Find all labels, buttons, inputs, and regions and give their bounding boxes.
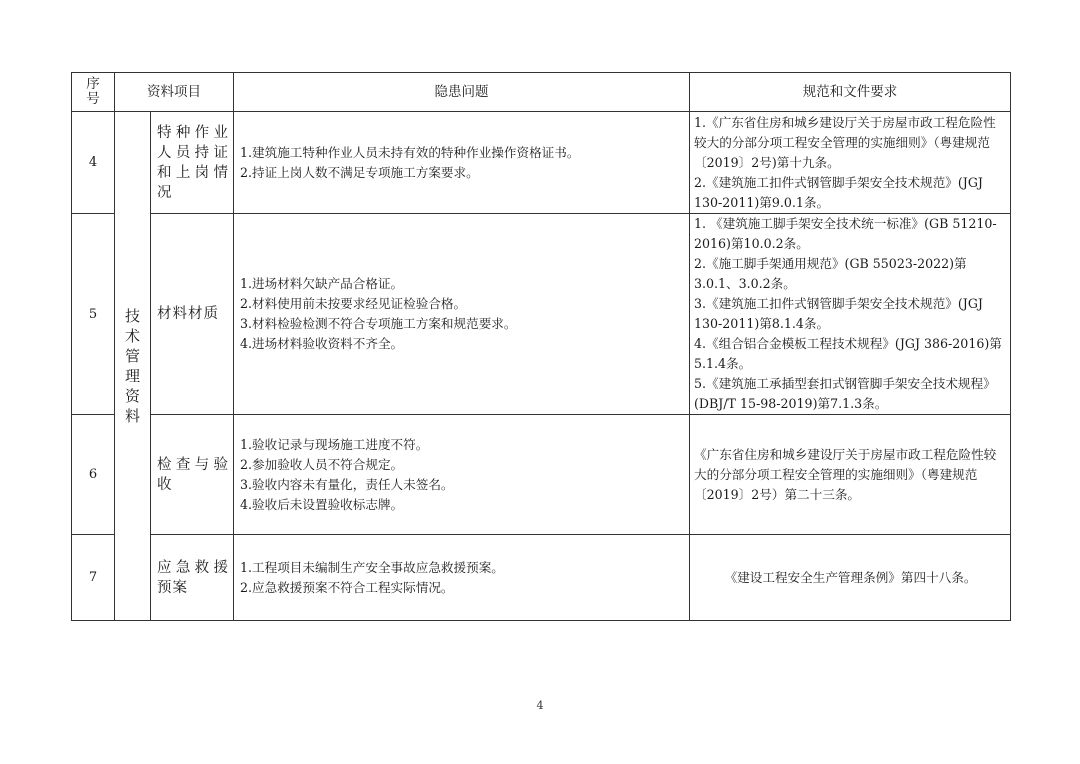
issue-line: 2.材料使用前未按要求经见证检验合格。 <box>240 296 467 311</box>
ref-line: 3.《建筑施工扣件式钢管脚手架安全技术规范》(JGJ 130-2011)第8.1.4条。 <box>694 296 983 331</box>
row-seq: 7 <box>72 535 115 621</box>
table-row <box>72 214 1011 415</box>
header-spec: 规范和文件要求 <box>690 73 1011 112</box>
ref-line: 2.《建筑施工扣件式钢管脚手架安全技术规范》(JGJ 130-2011)第9.0.1条。 <box>694 174 983 210</box>
row-refs <box>690 214 1011 415</box>
issue-line: 3.材料检验检测不符合专项施工方案和规范要求。 <box>240 316 517 331</box>
issue-line: 1.工程项目未编制生产安全事故应急救援预案。 <box>240 559 504 575</box>
ref-line: 《广东省住房和城乡建设厅关于房屋市政工程危险性较大的分部分项工程安全管理的实施细则》（粤建规范〔2019〕2号）第二十三条。 <box>694 446 997 502</box>
row-seq: 4 <box>72 112 115 214</box>
row-issues <box>234 535 690 621</box>
row-issues <box>234 112 690 214</box>
ref-line: 5.《建筑施工承插型套扣式钢管脚手架安全技术规程》(DBJ/T 15-98-2019)第7.1.3条。 <box>694 376 996 411</box>
row-item: 材料材质 <box>151 214 234 415</box>
issue-line: 1.验收记录与现场施工进度不符。 <box>240 436 429 452</box>
issue-line: 2.应急救援预案不符合工程实际情况。 <box>240 579 454 595</box>
issue-line: 1.建筑施工特种作业人员未持有效的特种作业操作资格证书。 <box>240 144 580 160</box>
ref-line: 1. 《建筑施工脚手架安全技术统一标准》(GB 51210-2016)第10.0.2条。 <box>694 216 997 251</box>
ref-line: 1.《广东省住房和城乡建设厅关于房屋市政工程危险性较大的分部分项工程安全管理的实施细则》（粤建规范〔2019〕2号)第十九条。 <box>694 114 996 170</box>
table-row <box>72 112 1011 214</box>
issue-line: 4.验收后未设置验收标志牌。 <box>240 496 404 512</box>
issue-line: 2.持证上岗人数不满足专项施工方案要求。 <box>240 164 479 180</box>
header-issue: 隐患问题 <box>234 73 690 112</box>
table-row <box>72 415 1011 535</box>
hazard-table <box>71 72 1011 621</box>
issue-line: 1.进场材料欠缺产品合格证。 <box>240 276 404 291</box>
issue-line: 4.进场材料验收资料不齐全。 <box>240 336 404 351</box>
row-refs <box>690 415 1011 535</box>
ref-line: 4.《组合铝合金模板工程技术规程》(JGJ 386-2016)第5.1.4条。 <box>694 336 1002 371</box>
issue-line: 2.参加验收人员不符合规定。 <box>240 456 404 472</box>
row-issues <box>234 214 690 415</box>
table-header-row <box>72 73 1011 112</box>
row-item: 检查与验收 <box>151 415 234 535</box>
category-label: 技术管理资料 <box>124 307 140 425</box>
ref-line: 《建设工程安全生产管理条例》第四十八条。 <box>724 569 977 585</box>
row-seq: 5 <box>72 214 115 415</box>
row-item: 应急救援预案 <box>151 535 234 621</box>
page-number: 4 <box>536 699 544 712</box>
table-row <box>72 535 1011 621</box>
row-refs <box>690 112 1011 214</box>
header-seq: 序号 <box>72 73 115 112</box>
header-item: 资料项目 <box>115 73 234 112</box>
row-refs <box>690 535 1011 621</box>
row-seq: 6 <box>72 415 115 535</box>
row-item: 特种作业人员持证和上岗情况 <box>151 112 234 214</box>
issue-line: 3.验收内容未有量化，责任人未签名。 <box>240 476 454 492</box>
row-issues <box>234 415 690 535</box>
category-cell <box>115 112 151 621</box>
ref-line: 2.《施工脚手架通用规范》(GB 55023-2022)第3.0.1、3.0.2条。 <box>694 256 967 291</box>
